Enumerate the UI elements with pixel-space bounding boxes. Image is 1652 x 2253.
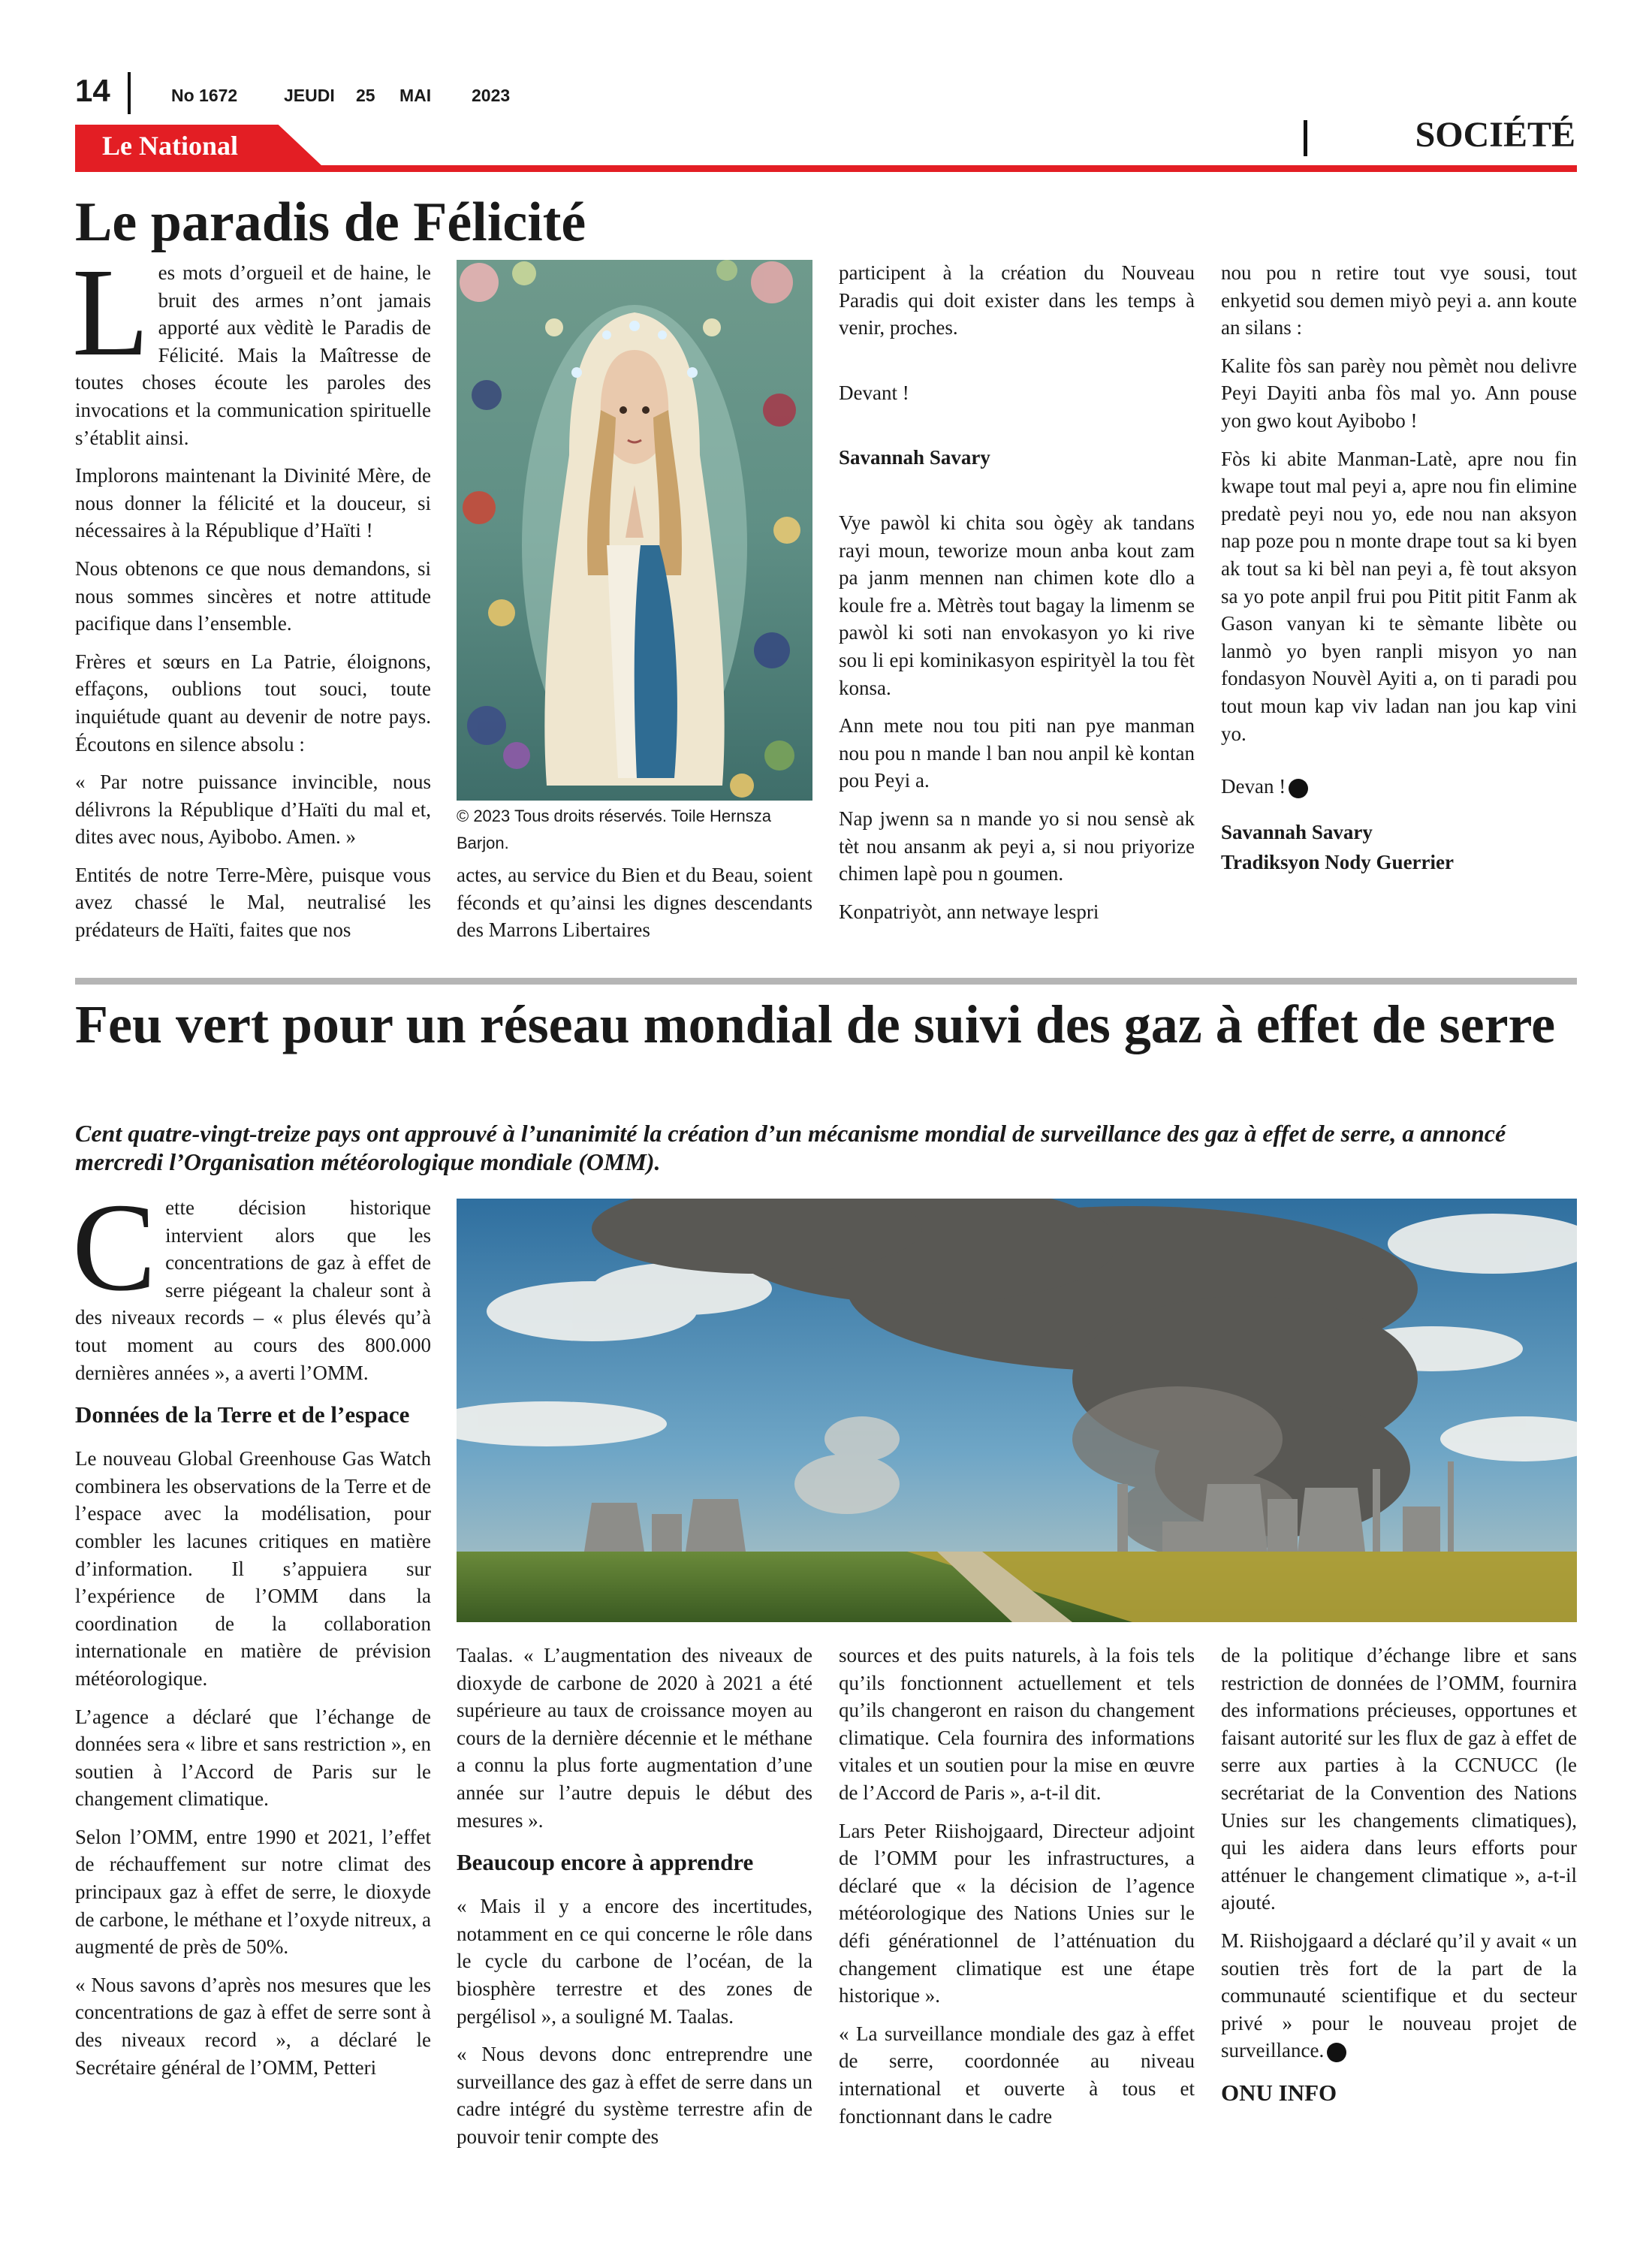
article2-column-4 [1221, 1642, 1577, 2123]
header-red-rule [75, 165, 1577, 172]
article1-paragraph: Vye pawòl ki chita sou ògèy ak tandans rayi moun, teworize moun anba kout zam pa janm mennen nan chimen kote dlo a koule fre a. Mètrès tout bagay la limenm se pawòl ki soti nan envokasyon yo ki rive sou li epi kominikasyon espirityèl la tou fèt konsa. [839, 511, 1195, 699]
article2-photo [457, 1199, 1577, 1622]
article2-paragraph: ette décision historique intervient alors que les concentrations de gaz à effet de serre piégeant la chaleur sont à des niveaux records – « plus élevés qu’à tout moment au cours des 800.000 dernières années », a averti l’OMM. [75, 1196, 431, 1384]
issue-number: No 1672 [171, 86, 238, 105]
issue-month: MAI [399, 86, 432, 105]
article2-paragraph: sources et des puits naturels, à la fois tels qu’ils fonctionnent actuellement et tels qu’ils changeront en raison du changement climatique. Cela fournira des informations vitales et un soutien pour la mise en œuvre de l’Accord de Paris », a-t-il dit. [839, 1644, 1195, 1804]
power-plant-photo-image [457, 1199, 1577, 1622]
article1-paragraph: participent à la création du Nouveau Paradis qui doit exister dans les temps à venir, proches. [839, 261, 1195, 339]
article1-paragraph: Kalite fòs san parèy nou pèmèt nou delivre Peyi Dayiti anba fòs mal yo. Ann pouse yon gwo kout Ayibobo ! [1221, 354, 1577, 432]
page-number: 14 [75, 73, 110, 108]
issue-day: JEUDI [284, 86, 335, 105]
article1-image-caption: © 2023 Tous droits réservés. Toile Hernsza Barjon. [457, 807, 771, 852]
article1-dropcap: L [72, 243, 149, 382]
article1-column-1 [72, 243, 431, 955]
page-header [0, 0, 1652, 180]
article2-title: Feu vert pour un réseau mondial de suivi des gaz à effet de serre [75, 994, 1556, 1054]
article-divider [75, 978, 1577, 985]
article2-paragraph: « Nous devons donc entreprendre une surveillance des gaz à effet de serre dans un cadre intégré du système terrestre afin de pouvoir tenir compte des [457, 2043, 812, 2148]
end-mark-icon [1289, 779, 1308, 798]
article2-dropcap: C [72, 1178, 157, 1317]
article1-column-3 [839, 259, 1195, 936]
end-mark-icon [1327, 2043, 1346, 2062]
article1-paragraph: Konpatriyòt, ann netwaye lespri [839, 900, 1099, 923]
article2-paragraph: « Mais il y a encore des incertitudes, notamment en ce qui concerne le rôle dans le cycle du carbone de l’océan, de la biosphère terrestre et des zones de pergélisol », a souligné M. Taalas. [457, 1895, 812, 2028]
article2-paragraph: « La surveillance mondiale des gaz à effet de serre, coordonnée au niveau international et ouverte à tous et fonctionnant dans le cadre [839, 2022, 1195, 2128]
article1-paragraph: Nous obtenons ce que nous demandons, si nous sommes sincères et notre attitude pacifique dans l’ensemble. [75, 556, 431, 635]
article2-column-1 [72, 1178, 431, 2092]
article1-paragraph: Devant ! [839, 381, 909, 404]
article2-last-paragraph: M. Riishojgaard a déclaré qu’il y avait « un soutien très fort de la part de la communauté scientifique et du secteur privé » pour le nouveau projet de surveillance. [1221, 1929, 1577, 2062]
article2-subhead: Données de la Terre et de l’espace [75, 1401, 410, 1428]
section-name: SOCIÉTÉ [1415, 115, 1575, 155]
article1-paragraph: Ann mete nou tou piti nan pye manman nou pou n mande l ban nou anpil kè kontan pou Peyi a. [839, 714, 1195, 792]
article1-devan: Devan ! [1221, 775, 1286, 798]
article1-paragraph: actes, au service du Bien et du Beau, soient féconds et qu’ainsi les dignes descendants des Marrons Libertaires [457, 864, 812, 942]
article1-paragraph [1221, 773, 1577, 801]
article1-paragraph: Frères et sœurs en La Patrie, éloignons, effaçons, oublions tout souci, toute inquiétude quant au devenir de notre pays. Écoutons en silence absolu : [75, 650, 431, 756]
article2-paragraph: « Nous savons d’après nos mesures que les concentrations de gaz à effet de serre sont à des niveaux record », a déclaré le Secrétaire général de l’OMM, Petteri [75, 1973, 431, 2079]
issue-date-day: 25 [356, 86, 375, 105]
article2-paragraph: Le nouveau Global Greenhouse Gas Watch combinera les observations de la Terre et de l’espace avec la modélisation, pour combler les lacunes critiques en matière d’information. Il s’appuiera sur l’expérience de l’OMM dans la coordination de la collaboration internationale en matière de prévision météorologique. [75, 1447, 431, 1690]
article2-paragraph: L’agence a déclaré que l’échange de données sera « libre et sans restriction », en soutien à l’Accord de Paris sur le changement climatique. [75, 1705, 431, 1811]
article1-signature: Savannah Savary [1221, 820, 1373, 843]
article1-paragraph: Entités de notre Terre-Mère, puisque vous avez chassé le Mal, neutralisé les prédateurs de Haïti, faites que nos [75, 863, 431, 942]
article2-paragraph: Selon l’OMM, entre 1990 et 2021, l’effet de réchauffement sur notre climat des principaux gaz à effet de serre, le dioxyde de carbone, le méthane et l’oxyde nitreux, a augmenté de près de 50%. [75, 1825, 431, 1959]
article2-column-2 [457, 1642, 812, 2161]
issue-year: 2023 [472, 86, 511, 105]
article2-paragraph [1221, 1927, 1577, 2064]
article1-paragraph: Implorons maintenant la Divinité Mère, de nous donner la félicité et la douceur, si nécessaires à la République d’Haïti ! [75, 464, 431, 542]
article1-column-4 [1221, 259, 1577, 887]
article2-signature: ONU INFO [1221, 2079, 1337, 2106]
brand-name: Le National [102, 131, 239, 161]
article1-paragraph: nou pou n retire tout vye sousi, tout enkyetid sou demen miyò peyi a. ann koute an silans : [1221, 261, 1577, 339]
article1-signature: Savannah Savary [839, 446, 990, 469]
article1-paragraph: Nap jwenn sa n mande yo si nou sensè ak tèt nou ansanm ak peyi a, si nou priyorize chimen lapè pou n goumen. [839, 807, 1195, 885]
section-rule [1304, 120, 1307, 156]
article1-paragraph: es mots d’orgueil et de haine, le bruit des armes n’ont jamais apporté aux vèditè le Paradis de Félicité. Mais la Maîtresse de toutes choses écoute les paroles des invocations et la communication spirituelle s’établit ainsi. [75, 261, 431, 449]
virgin-mary-painting-image [457, 260, 812, 801]
article1-title: Le paradis de Félicité [75, 192, 586, 253]
article2-paragraph: Taalas. « L’augmentation des niveaux de dioxyde de carbone de 2020 à 2021 a été supérieure au taux de croissance moyen au cours de la dernière décennie et le méthane a connu la plus forte augmentation d’une année sur l’autre depuis le début des mesures ». [457, 1644, 812, 1832]
article1-paragraph: « Par notre puissance invincible, nous délivrons la République d’Haïti du mal et, dites avec nous, Ayibobo. Amen. » [75, 771, 431, 849]
article2-column-3 [839, 1642, 1195, 2140]
article2-paragraph: de la politique d’échange libre et sans restriction de données de l’OMM, fournira des informations précieuses, opportunes et faisant autorité sur les flux de gaz à effet de serre aux parties à la CCNUCC (le secrétariat de la Convention des Nations Unies sur les changements climatiques), qui les aidera dans leurs efforts pour atténuer le changement climatique », a-t-il ajouté. [1221, 1644, 1577, 1914]
article2-standfirst: Cent quatre-vingt-treize pays ont approuvé à l’unanimité la création d’un mécanisme mondial de surveillance des gaz à effet de serre, a annoncé mercredi l’Organisation météorologique mondiale (OMM). [75, 1120, 1506, 1175]
article1-column-2 [457, 803, 812, 955]
page-number-rule [128, 72, 131, 114]
article1-painting [457, 260, 812, 801]
article1-translator: Tradiksyon Nody Guerrier [1221, 851, 1454, 874]
article2-subhead: Beaucoup encore à apprendre [457, 1849, 754, 1876]
article1-paragraph: Fòs ki abite Manman-Latè, apre nou fin kwape tout mal peyi a, apre nou fin elimine predatè peyi nou yo, ede nou nan aksyon nap poze pou n monte drape tout sa ki byen ak tout sa ki bèl nan peyi a, fè tout aksyon sa yo pote anpil frui pou Pitit pitit Fanm ak Gason vanyan ki te sèmante libète ou lanmò yo byen ranpli misyon yo nan fondasyon Nouvèl Ayiti a, on ti paradi pou tout moun kap viv ladan nan jou kap vini yo. [1221, 447, 1577, 745]
article2-paragraph: Lars Peter Riishojgaard, Directeur adjoint de l’OMM pour les infrastructures, a déclaré que « la décision de l’agence météorologique des Nations Unies sur le défi générationnel de l’atténuation du changement climatique est une étape historique ». [839, 1819, 1195, 2007]
